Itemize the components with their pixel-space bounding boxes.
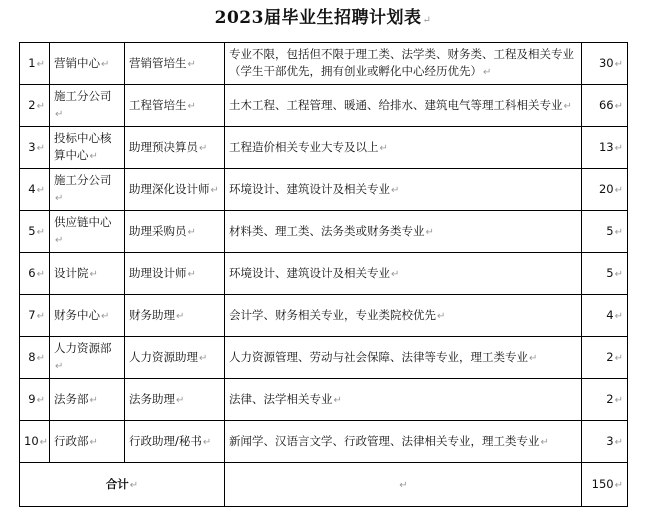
position-cell: 行政助理/秘书↵ [125, 421, 225, 463]
requirement-cell: 环境设计、建筑设计及相关专业↵ [225, 169, 582, 211]
department-cell: 营销中心↵ [50, 43, 125, 85]
requirement-cell: 工程造价相关专业大专及以上↵ [225, 127, 582, 169]
requirement-cell: 环境设计、建筑设计及相关专业↵ [225, 253, 582, 295]
quantity-cell: 20↵ [582, 169, 628, 211]
table-row [20, 379, 628, 421]
department-cell: 供应链中心↵ [50, 211, 125, 253]
table-row [20, 421, 628, 463]
row-number: 5↵ [20, 211, 50, 253]
total-value: 150↵ [582, 463, 628, 507]
table-row [20, 85, 628, 127]
department-cell: 投标中心核算中心↵ [50, 127, 125, 169]
position-cell: 营销管培生↵ [125, 43, 225, 85]
department-cell: 行政部↵ [50, 421, 125, 463]
quantity-cell: 4↵ [582, 295, 628, 337]
table-row [20, 253, 628, 295]
quantity-cell: 13↵ [582, 127, 628, 169]
row-number: 8↵ [20, 337, 50, 379]
department-cell: 施工分公司↵ [50, 85, 125, 127]
table-row [20, 295, 628, 337]
table-row [20, 169, 628, 211]
total-label: 合计↵ [20, 463, 225, 507]
table-row [20, 127, 628, 169]
row-number: 9↵ [20, 379, 50, 421]
position-cell: 财务助理↵ [125, 295, 225, 337]
table-row [20, 43, 628, 85]
position-cell: 助理预决算员↵ [125, 127, 225, 169]
quantity-cell: 30↵ [582, 43, 628, 85]
row-number: 3↵ [20, 127, 50, 169]
total-row [20, 463, 628, 507]
position-cell: 法务助理↵ [125, 379, 225, 421]
quantity-cell: 5↵ [582, 211, 628, 253]
row-number: 2↵ [20, 85, 50, 127]
requirement-cell: 人力资源管理、劳动与社会保障、法律等专业，理工类专业↵ [225, 337, 582, 379]
department-cell: 设计院↵ [50, 253, 125, 295]
position-cell: 工程管培生↵ [125, 85, 225, 127]
position-cell: 助理采购员↵ [125, 211, 225, 253]
paragraph-mark-icon: ↵ [422, 15, 432, 26]
requirement-cell: 新闻学、汉语言文学、行政管理、法律相关专业，理工类专业↵ [225, 421, 582, 463]
page-title-text: 2023届毕业生招聘计划表 [214, 8, 422, 28]
page-title [0, 6, 646, 33]
recruitment-plan-table [19, 42, 628, 507]
row-number: 1↵ [20, 43, 50, 85]
table-row [20, 211, 628, 253]
requirement-cell: 专业不限，包括但不限于理工类、法学类、财务类、工程及相关专业（学生干部优先，拥有创业或孵化中心经历优先）↵ [225, 43, 582, 85]
quantity-cell: 3↵ [582, 421, 628, 463]
requirement-cell: 土木工程、工程管理、暖通、给排水、建筑电气等理工科相关专业↵ [225, 85, 582, 127]
row-number: 6↵ [20, 253, 50, 295]
row-number: 7↵ [20, 295, 50, 337]
department-cell: 施工分公司↵ [50, 169, 125, 211]
requirement-cell: 法律、法学相关专业↵ [225, 379, 582, 421]
quantity-cell: 2↵ [582, 337, 628, 379]
row-number: 4↵ [20, 169, 50, 211]
department-cell: 人力资源部↵ [50, 337, 125, 379]
requirement-cell: 会计学、财务相关专业，专业类院校优先↵ [225, 295, 582, 337]
table-row [20, 337, 628, 379]
department-cell: 财务中心↵ [50, 295, 125, 337]
position-cell: 助理深化设计师↵ [125, 169, 225, 211]
position-cell: 助理设计师↵ [125, 253, 225, 295]
quantity-cell: 5↵ [582, 253, 628, 295]
requirement-cell: 材料类、理工类、法务类或财务类专业↵ [225, 211, 582, 253]
quantity-cell: 2↵ [582, 379, 628, 421]
quantity-cell: 66↵ [582, 85, 628, 127]
total-empty-cell: ↵ [225, 463, 582, 507]
row-number: 10↵ [20, 421, 50, 463]
department-cell: 法务部↵ [50, 379, 125, 421]
position-cell: 人力资源助理↵ [125, 337, 225, 379]
